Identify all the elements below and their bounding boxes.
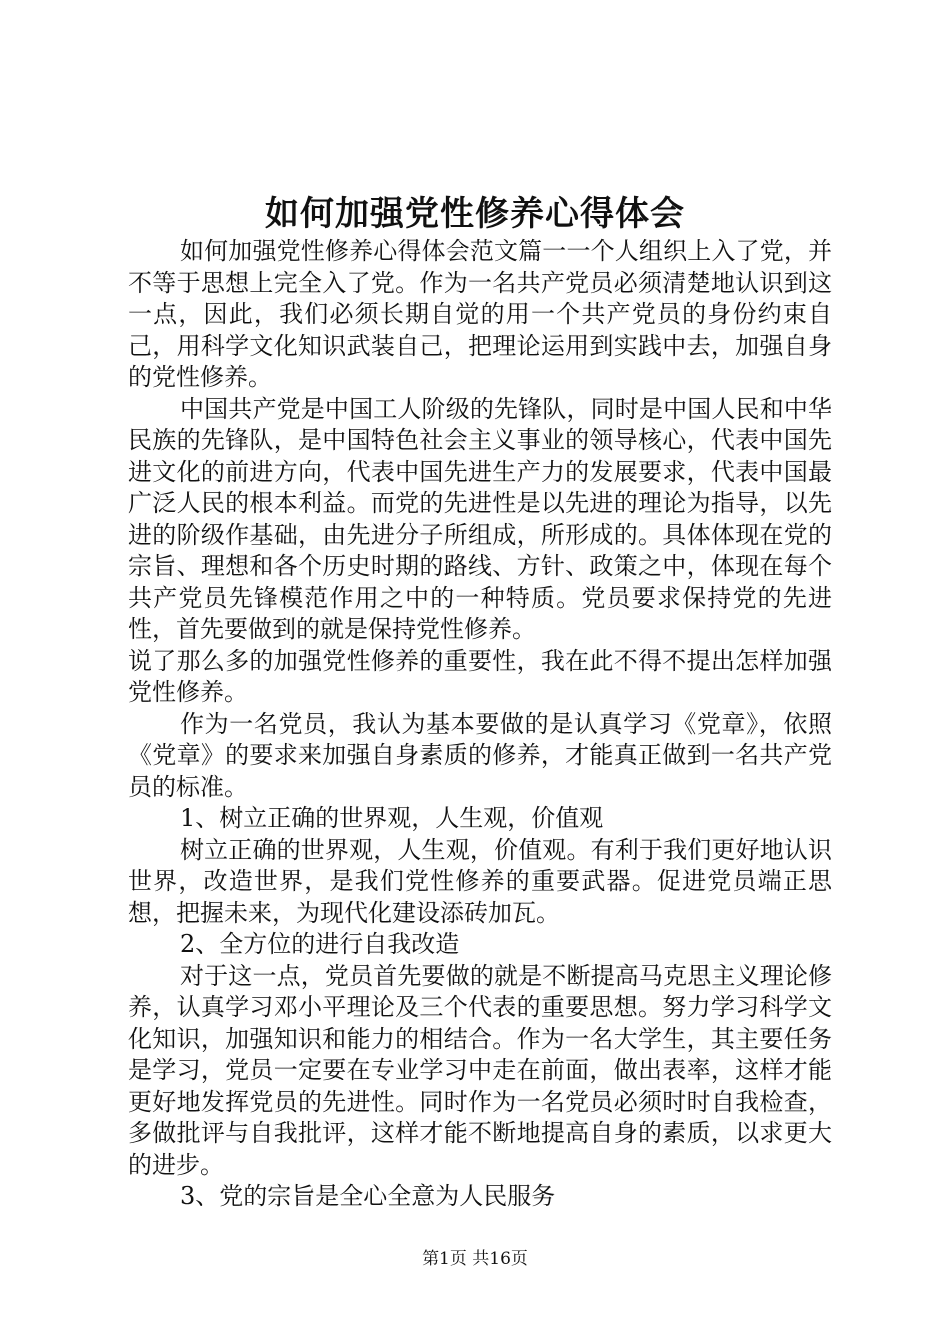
section-heading-2: 2、全方位的进行自我改造 [180, 930, 460, 958]
paragraph-self-improvement: 对于这一点，党员首先要做的就是不断提高马克思主义理论修养，认真学习邓小平理论及三个代表的重要思想。努力学习科学文化知识，加强知识和能力的相结合。作为一名大学生，其主要任务是学习，党员一定要在专业学习中走在前面，做出表率，这样才能更好地发挥党员的先进性。同时作为一名党员必须时时自我检查，多做批评与自我批评，这样才能不断地提高自身的素质，以求更大的进步。 [128, 961, 832, 1179]
document-body [128, 236, 832, 1213]
paragraph-party-vanguard: 中国共产党是中国工人阶级的先锋队，同时是中国人民和中华民族的先锋队，是中国特色社会主义事业的领导核心，代表中国先进文化的前进方向，代表中国先进生产力的发展要求，代表中国最广泛人民的根本利益。而党的先进性是以先进的理论为指导，以先进的阶级作基础，由先进分子所组成，所形成的。具体体现在党的宗旨、理想和各个历史时期的路线、方针、政策之中，体现在每个共产党员先锋模范作用之中的一种特质。党员要求保持党的先进性，首先要做到的就是保持党性修养。 [128, 394, 832, 643]
section-heading-3: 3、党的宗旨是全心全意为人民服务 [180, 1182, 556, 1210]
paragraph-worldview: 树立正确的世界观，人生观，价值观。有利于我们更好地认识世界，改造世界，是我们党性修养的重要武器。促进党员端正思想，把握未来，为现代化建设添砖加瓦。 [128, 835, 832, 927]
section-heading-1: 1、树立正确的世界观，人生观，价值观 [180, 804, 604, 832]
document-title: 如何加强党性修养心得体会 [265, 194, 685, 234]
paragraph-importance: 说了那么多的加强党性修养的重要性，我在此不得不提出怎样加强党性修养。 [128, 646, 832, 706]
paragraph-intro: 如何加强党性修养心得体会范文篇一一个人组织上入了党，并不等于思想上完全入了党。作为一名共产党员必须清楚地认识到这一点，因此，我们必须长期自觉的用一个共产党员的身份约束自己，用科学文化知识武装自己，把理论运用到实践中去，加强自身的党性修养。 [128, 237, 832, 391]
page-number-footer: 第1页 共16页 [422, 1249, 528, 1269]
paragraph-party-constitution: 作为一名党员，我认为基本要做的是认真学习《党章》，依照《党章》的要求来加强自身素质的修养，才能真正做到一名共产党员的标准。 [128, 709, 832, 801]
